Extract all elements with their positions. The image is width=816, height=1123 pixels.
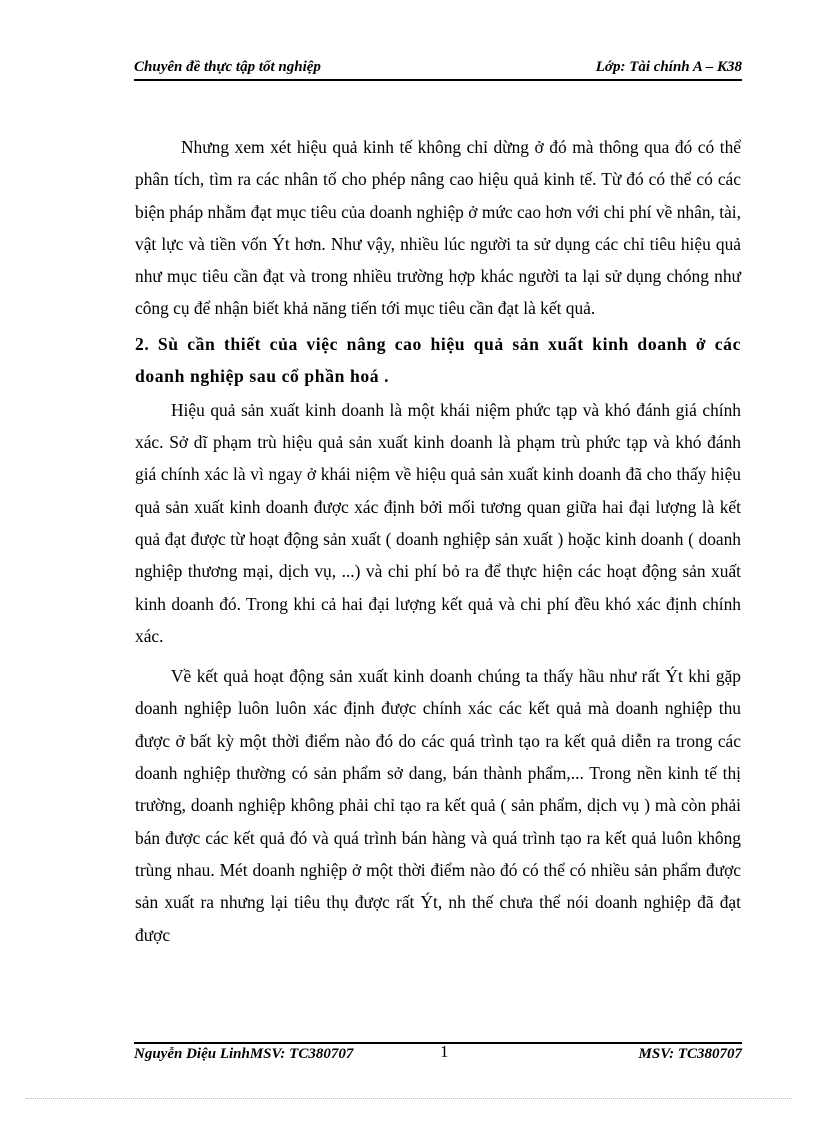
paragraph-2: Hiệu quả sản xuất kinh doanh là một khái niệm phức tạp và khó đánh giá chính xác. Sở dĩ phạm trù hiệu quả sản xuất kinh doanh là phạm trù phức tạp và khó đánh giá chính xác là vì ngay ở khái niệm về hiệu quả sản xuất kinh doanh đã cho thấy hiệu quả sản xuất kinh doanh được xác định bởi mối tương quan giữa hai đại lượng là kết quả đạt được từ hoạt động sản xuất ( doanh nghiệp sản xuất ) hoặc kinh doanh ( doanh nghiệp thương mại, dịch vụ, ...) và chi phí bỏ ra để thực hiện các hoạt động sản xuất kinh doanh đó. Trong khi cả hai đại lượng kết quả và chi phí đều khó xác định chính xác.: [135, 399, 741, 646]
page-header: [134, 56, 742, 80]
footer-student-id: MSV: TC380707: [638, 1046, 742, 1062]
section-heading: 2. Sù cần thiết của việc nâng cao hiệu quả sản xuất kinh doanh ở các doanh nghiệp sau cổ phần hoá .: [135, 333, 741, 386]
page-bottom-border: [26, 1098, 792, 1099]
document-body: [135, 131, 741, 951]
header-rule: [134, 79, 742, 81]
paragraph-1: Nhưng xem xét hiệu quả kinh tế không chỉ dừng ở đó mà thông qua đó có thể phân tích, tìm ra các nhân tố cho phép nâng cao hiệu quả kinh tế. Từ đó có thể có các biện pháp nhằm đạt mục tiêu của doanh nghiệp ở mức cao hơn với chi phí về nhân, tài, vật lực và tiền vốn Ýt hơn. Như vậy, nhiều lúc người ta sử dụng các chỉ tiêu hiệu quả như mục tiêu cần đạt và trong nhiều trường hợp khác người ta lại sử dụng chóng như công cụ để nhận biết khả năng tiến tới mục tiêu cần đạt là kết quả.: [135, 137, 741, 319]
page-footer: [134, 1044, 742, 1066]
header-title: Chuyên đề thực tập tốt nghiệp: [134, 59, 321, 75]
footer-author: Nguyễn Diệu LinhMSV: TC380707: [134, 1046, 354, 1062]
page-number: 1: [440, 1042, 449, 1061]
paragraph-3: Về kết quả hoạt động sản xuất kinh doanh chúng ta thấy hầu như rất Ýt khi gặp doanh nghiệp luôn luôn xác định được chính xác các kết quả mà doanh nghiệp thu được ở bất kỳ một thời điểm nào đó do các quá trình tạo ra kết quả diễn ra trong các doanh nghiệp thường có sản phẩm sở dang, bán thành phẩm,... Trong nền kinh tế thị trường, doanh nghiệp không phải chỉ tạo ra kết quả ( sản phẩm, dịch vụ ) mà còn phải bán được các kết quả đó và quá trình bán hàng và quá trình tạo ra kết quả luôn không trùng nhau. Mét doanh nghiệp ở một thời điểm nào đó có thể có nhiều sản phẩm được sản xuất ra nhưng lại tiêu thụ được rất Ýt, nh thế chưa thể nói doanh nghiệp đã đạt được: [135, 666, 741, 945]
header-class: Lớp: Tài chính A – K38: [595, 59, 742, 75]
